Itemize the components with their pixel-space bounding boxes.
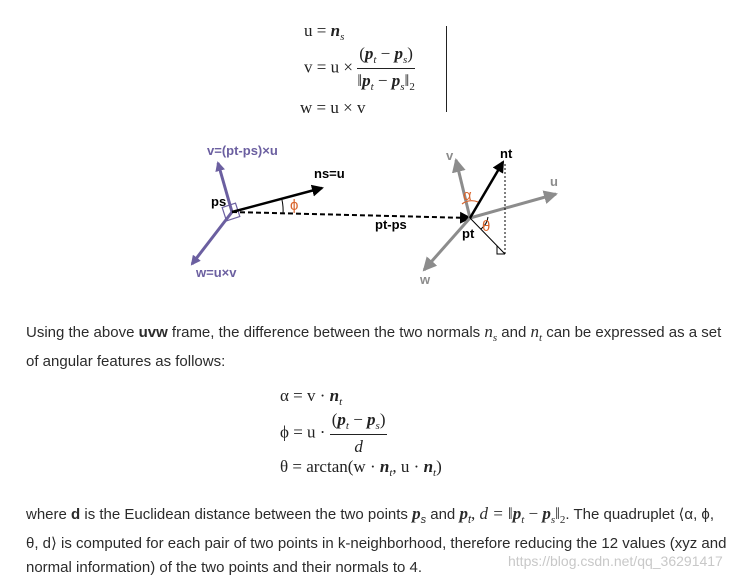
pt-ps-label: pt-ps (375, 217, 407, 232)
alpha-label: α (463, 187, 472, 204)
right-v-label: v (446, 148, 454, 163)
formula-u: $u = n_s$ (304, 21, 345, 43)
phi-label: ϕ (290, 197, 299, 214)
ns-label: ns=u (314, 166, 345, 181)
left-w-label: w=u×v (196, 265, 237, 280)
uvw-frame-diagram (0, 130, 738, 300)
formula-phi: ϕ = u · $\frac{(p_t - p_s)}{d}$ (280, 410, 386, 456)
watermark: https://blog.csdn.net/qq_36291417 (508, 553, 723, 569)
right-u-label: u (550, 174, 558, 189)
pt-label: pt (462, 226, 475, 241)
ns-arrow (232, 188, 322, 212)
paragraph-1: Using the above uvw frame, the difference between the two normals $n_s$ and $n_t$ can be expressed as a set of angular features as follows: (26, 322, 722, 370)
pt-ps-line (232, 212, 470, 218)
theta-label: θ (482, 218, 491, 235)
nt-label: nt (500, 146, 513, 161)
left-v-label: v=(pt-ps)×u (207, 143, 278, 158)
paragraph-2: where d is the Euclidean distance between the two points $p_s$ and $p_t$, $d = ‖p_t$ − $p_s‖_2$. The quadruplet ⟨α, ϕ, θ, d⟩ is computed for each pair of two points in k-neighborhood, therefore reducing the 12 values (xyz and normal information) of the two points and their normals to 4. (26, 504, 727, 576)
ps-label: ps (211, 194, 227, 209)
v-fraction: $\frac{(p_t - p_s)}{‖p_t - p_s‖_2}$ (357, 44, 415, 93)
formula-v: v = u × $\frac{(p_t - p_s)}{‖p_t - p_s‖_2}$ (304, 44, 415, 93)
formula-w: w = u × v (300, 98, 366, 117)
formula-alpha: $\alpha = v \cdot n_t$ (280, 386, 343, 408)
right-w-label: w (420, 272, 431, 287)
phi-arc (282, 200, 283, 214)
formula-border (446, 26, 447, 112)
formula-theta: $\theta = \arctan(w \cdot n_t$, $u \cdot n_t$) (280, 457, 442, 479)
phi-fraction: $\frac{(p_t - p_s)}{d}$ (331, 410, 386, 456)
